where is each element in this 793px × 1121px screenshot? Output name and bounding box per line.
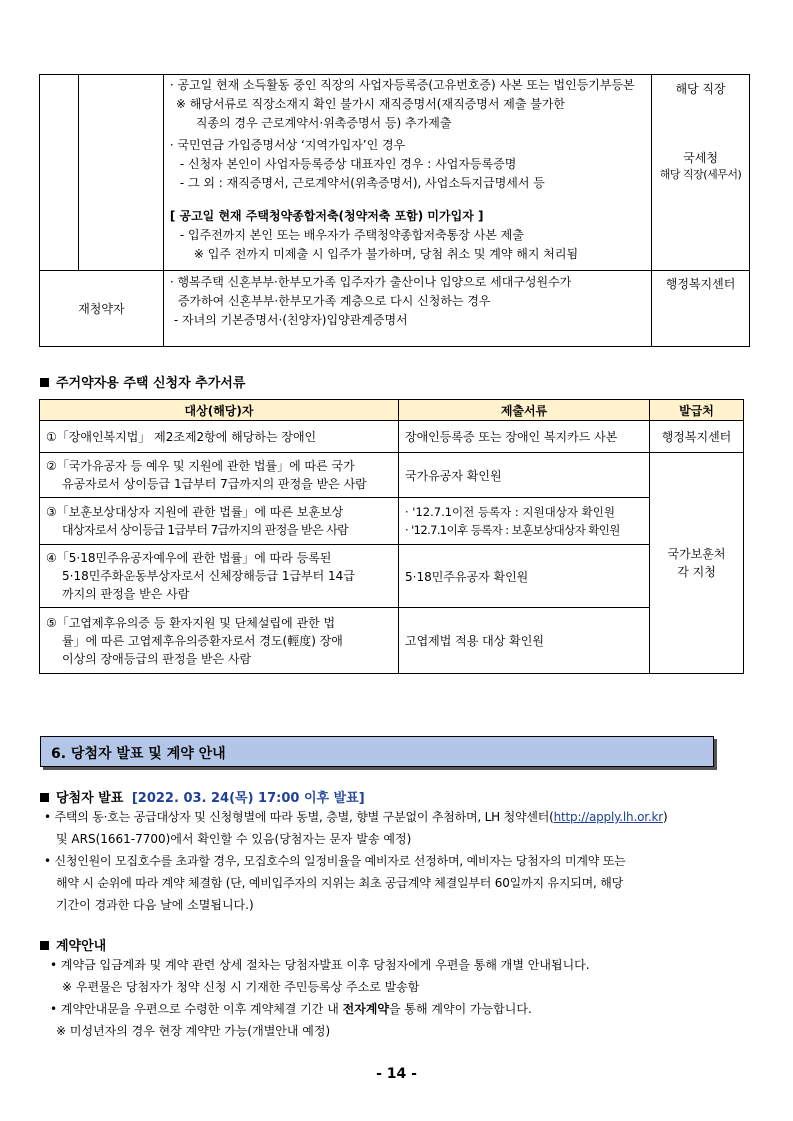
row-label: 재청약자	[78, 302, 125, 316]
contract-text-part: • 계약안내문을 우편으로 수령한 이후 계약체결 기간 내	[50, 1002, 343, 1016]
target-text: ①「장애인복지법」 제2조제2항에 해당하는 장애인	[46, 430, 317, 444]
contract-heading	[40, 935, 106, 954]
doc-line: · 공고일 현재 소득활동 중인 직장의 사업자등록증(고유번호증) 사본 또는 법인등기부등본	[169, 78, 635, 92]
issuer-cell	[652, 271, 750, 347]
doc-line: 증가하여 신혼부부·한부모가족 계층으로 다시 신청하는 경우	[177, 294, 491, 308]
doc-line: - 자녀의 기본증명서·(친양자)입양관계증명서	[173, 313, 408, 327]
doc-cell	[399, 421, 650, 453]
row-label-cell	[40, 271, 164, 347]
table-row	[40, 453, 744, 498]
table-row	[40, 421, 744, 453]
issuer-text: 각 지청	[677, 565, 716, 579]
doc-line: ※ 입주 전까지 미제출 시 입주가 불가하며, 당첨 취소 및 계약 해지 처리됨	[193, 247, 579, 261]
column-header: 발급처	[650, 400, 744, 421]
contract-body	[50, 954, 750, 1042]
doc-text: 고엽제법 적용 대상 확인원	[405, 634, 544, 648]
doc-line: · 행복주택 신혼부부·한부모가족 입주자가 출산이나 입양으로 세대구성원수가	[169, 275, 572, 289]
issuer-text: 해당 직장(세무서)	[659, 168, 742, 181]
winner-text: 및 ARS(1661-7700)에서 확인할 수 있음(당첨자는 문자 발송 예정)	[56, 832, 412, 846]
housing-documents-table	[39, 399, 744, 674]
square-bullet-icon	[40, 793, 49, 802]
target-cell	[40, 421, 399, 453]
target-text: ②「국가유공자 등 예우 및 지원에 관한 법률」에 따른 국가	[46, 459, 355, 473]
doc-cell	[399, 608, 650, 674]
target-text: 유공자로서 상이등급 1급부터 7급까지의 판정을 받은 사람	[62, 477, 367, 491]
contract-text: • 계약금 입금계좌 및 계약 관련 상세 절차는 당첨자발표 이후 당첨자에게 우편을 통해 개별 안내됩니다.	[50, 958, 590, 972]
section-banner-title: 6. 당첨자 발표 및 계약 안내	[51, 746, 226, 762]
target-cell	[40, 608, 399, 674]
target-cell	[40, 498, 399, 545]
section-heading-housing	[40, 372, 245, 391]
target-cell	[40, 453, 399, 498]
table-cell-empty	[79, 75, 163, 271]
winner-heading	[40, 787, 365, 806]
square-bullet-icon	[40, 941, 49, 950]
doc-line: ※ 해당서류로 직장소재지 확인 불가시 재직증명서(재직증명서 제출 불가한	[175, 97, 566, 111]
doc-text: 국가유공자 확인원	[405, 468, 502, 483]
table-row	[40, 545, 744, 608]
lh-apply-link[interactable]: http://apply.lh.or.kr	[553, 810, 663, 824]
target-text: 5·18민주화운동부상자로서 신체장해등급 1급부터 14급	[62, 569, 355, 583]
target-text: ③「보훈보상대상자 지원에 관한 법률」에 따른 보훈보상	[46, 505, 344, 519]
doc-cell	[399, 545, 650, 608]
merged-issuer-cell	[650, 453, 744, 674]
issuer-cell	[650, 421, 744, 453]
column-header: 대상(해당)자	[40, 400, 399, 421]
eligibility-documents-table	[39, 74, 750, 347]
contract-text-bold: 전자계약	[342, 1002, 389, 1016]
table-cell-empty	[40, 75, 79, 271]
issuer-text: 행정복지센터	[661, 430, 732, 444]
contract-text: ※ 우편물은 당첨자가 청약 신청 시 기재한 주민등록상 주소로 발송함	[62, 980, 420, 994]
issuer-text: 국가보훈처	[667, 547, 726, 561]
column-header: 제출서류	[399, 400, 650, 421]
doc-line: · 국민연금 가입증명서상 ‘지역가입자’인 경우	[169, 138, 406, 152]
doc-line: - 그 외 : 재직증명서, 근로계약서(위촉증명서), 사업소득지급명세서 등	[179, 176, 545, 190]
target-text: 대상자로서 상이등급 1급부터 7급까지의 판정을 받은 사람	[62, 523, 349, 537]
issuer-cell	[652, 75, 750, 271]
issuer-text: 행정복지센터	[665, 277, 736, 291]
documents-cell	[163, 271, 651, 347]
issuer-text: 국세청	[683, 151, 718, 165]
contract-text: ※ 미성년자의 경우 현장 계약만 가능(개별안내 예정)	[56, 1024, 331, 1038]
square-bullet-icon	[40, 378, 49, 387]
winner-body	[44, 806, 756, 916]
winner-date: [2022. 03. 24(목) 17:00 이후 발표]	[131, 791, 365, 806]
contract-heading-text: 계약안내	[56, 939, 107, 954]
winner-text: 해약 시 순위에 따라 계약 체결함 (단, 예비입주자의 지위는 최초 공급계약 체결일부터 60일까지 유지되며, 해당	[56, 876, 624, 890]
table-row	[40, 608, 744, 674]
table-row	[40, 498, 744, 545]
winner-text: )	[662, 810, 668, 824]
target-text: 률」에 따른 고엽제후유의증환자로서 경도(輕度) 장애	[62, 633, 343, 648]
target-text: 이상의 장애등급의 판정을 받은 사람	[62, 651, 252, 666]
doc-line: 직종의 경우 근로계약서·위촉증명서 등) 추가제출	[195, 116, 452, 130]
doc-text: 장애인등록증 또는 장애인 복지카드 사본	[405, 430, 618, 444]
winner-text: • 주택의 동·호는 공급대상자 및 신청형별에 따라 동별, 층별, 향별 구분없이 추첨하며, LH 청약센터(	[44, 810, 554, 824]
section-banner	[40, 736, 714, 767]
winner-text: • 신청인원이 모집호수를 초과할 경우, 모집호수의 일정비율을 예비자로 선정하며, 예비자는 당첨자의 미계약 또는	[44, 854, 626, 868]
doc-cell	[399, 498, 650, 545]
doc-text: · '12.7.1이전 등록자 : 지원대상자 확인원	[405, 505, 615, 519]
doc-cell	[399, 453, 650, 498]
winner-heading-text: 당첨자 발표	[56, 791, 124, 806]
target-text: ⑤「고엽제후유의증 등 환자지원 및 단체설립에 관한 법	[46, 615, 336, 630]
target-text: ④「5·18민주유공자예우에 관한 법률」에 따라 등록된	[46, 551, 332, 565]
doc-heading: [ 공고일 현재 주택청약종합저축(청약저축 포함) 미가입자 ]	[169, 209, 484, 223]
doc-text: · '12.7.1이후 등록자 : 보훈보상대상자 확인원	[405, 523, 620, 537]
doc-text: 5·18민주유공자 확인원	[405, 569, 529, 584]
page-number: - 14 -	[376, 1066, 417, 1082]
documents-cell	[163, 75, 651, 271]
issuer-text: 해당 직장	[675, 82, 726, 96]
contract-text	[50, 998, 750, 1020]
contract-text-part: 을 통해 계약이 가능합니다.	[389, 1002, 532, 1016]
winner-text: 기간이 경과한 다음 날에 소멸됩니다.)	[56, 898, 254, 912]
target-text: 까지의 판정을 받은 사람	[62, 587, 190, 601]
winner-paragraph	[44, 806, 756, 828]
doc-line: - 입주전까지 본인 또는 배우자가 주택청약종합저축통장 사본 제출	[179, 228, 524, 242]
target-cell	[40, 545, 399, 608]
section-heading-text: 주거약자용 주택 신청자 추가서류	[56, 376, 246, 391]
doc-line: - 신청자 본인이 사업자등록증상 대표자인 경우 : 사업자등록증명	[179, 157, 517, 171]
